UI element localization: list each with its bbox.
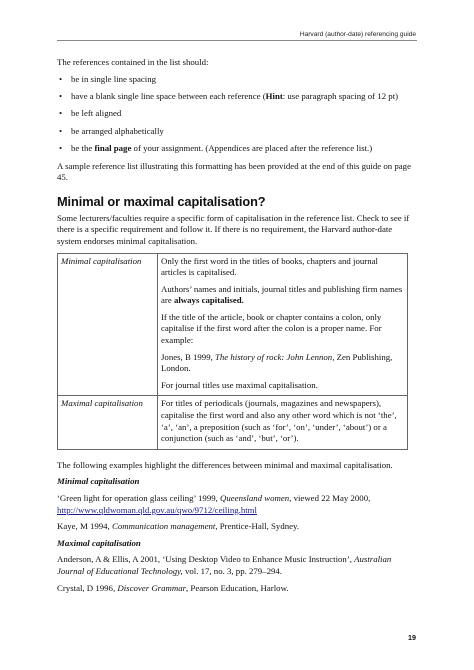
list-item: • be left aligned (59, 108, 122, 119)
sample-note: A sample reference list illustrating this formatting has been provided at the end of this guide on page 45. (57, 160, 411, 183)
reference-entry: Crystal, D 1996, Discover Grammar, Pearson Education, Harlow. (57, 582, 289, 593)
capitalisation-table (57, 253, 408, 450)
reference-entry: Kaye, M 1994, Communication management, Prentice-Hall, Sydney. (57, 521, 300, 532)
section-heading: Minimal or maximal capitalisation? (57, 193, 266, 209)
list-item: • have a blank single line space between each reference (Hint: use paragraph spacing of 12 pt) (59, 90, 399, 101)
maximal-examples-heading: Maximal capitalisation (57, 537, 141, 548)
list-intro: The references contained in the list should: (57, 57, 209, 67)
list-item: • be in single line spacing (59, 73, 157, 84)
table-label-maximal: Maximal capitalisation (58, 396, 158, 449)
bullet-icon: • (59, 125, 63, 136)
page-number: 19 (408, 633, 416, 642)
examples-intro: The following examples highlight the differences between minimal and maximal capitalisation. (57, 459, 393, 470)
bullet-icon: • (59, 90, 63, 101)
running-header: Harvard (author-date) referencing guide (299, 31, 416, 38)
reference-entry: ‘Green light for operation glass ceiling’ 1999, Queensland women, viewed 22 May 2000, http://www.qldwoman.qld.gov.au/qwo/9712/ceiling.html (57, 493, 371, 515)
table-label-minimal: Minimal capitalisation (58, 253, 158, 396)
reference-link[interactable]: http://www.qldwoman.qld.gov.au/qwo/9712/ceiling.html (57, 504, 257, 515)
minimal-examples-heading: Minimal capitalisation (57, 476, 140, 487)
list-item: • be the final page of your assignment. (Appendices are placed after the reference list.) (59, 143, 373, 154)
table-cell-minimal: Only the first word in the titles of books, chapters and journal articles is capitalised. Authors’ names and initials, journal titles and publishing firm names are always capitalised. If the title of the article, book or chapter contains a colon, only capitalise if the first word after the colon is a proper name. For example: Jones, B 1999, The history of rock: John Lennon, Zen Publishing, London. For journal titles use maximal capitalisation. (158, 253, 408, 396)
bullet-icon: • (59, 143, 63, 154)
header-rule (57, 40, 417, 41)
list-item: • be arranged alphabetically (59, 125, 164, 136)
bullet-icon: • (59, 73, 63, 84)
section-intro: Some lecturers/faculties require a specific form of capitalisation in the reference list. Check to see if there is a specific requirement and follow it. If there is no requirement, the Harvard author-date system endorses minimal capitalisation. (57, 212, 410, 246)
table-cell-maximal: For titles of periodicals (journals, magazines and newspapers), capitalise the first word and also any other word which is not ‘the’, ‘a’, ‘an’, a preposition (such as ‘for’, ‘on’, ‘under’, ‘about’) or a conjunction (such as ‘and’, ‘but’, ‘or’). (158, 396, 408, 449)
page-body (57, 57, 417, 599)
requirements-list (57, 74, 417, 155)
table-row (58, 253, 408, 396)
reference-entry: Anderson, A & Ellis, A 2001, ‘Using Desktop Video to Enhance Music Instruction’, Australian Journal of Educational Technology, vol. 17, no. 3, pp. 279–294. (57, 554, 392, 576)
bullet-icon: • (59, 108, 63, 119)
table-row (58, 396, 408, 449)
